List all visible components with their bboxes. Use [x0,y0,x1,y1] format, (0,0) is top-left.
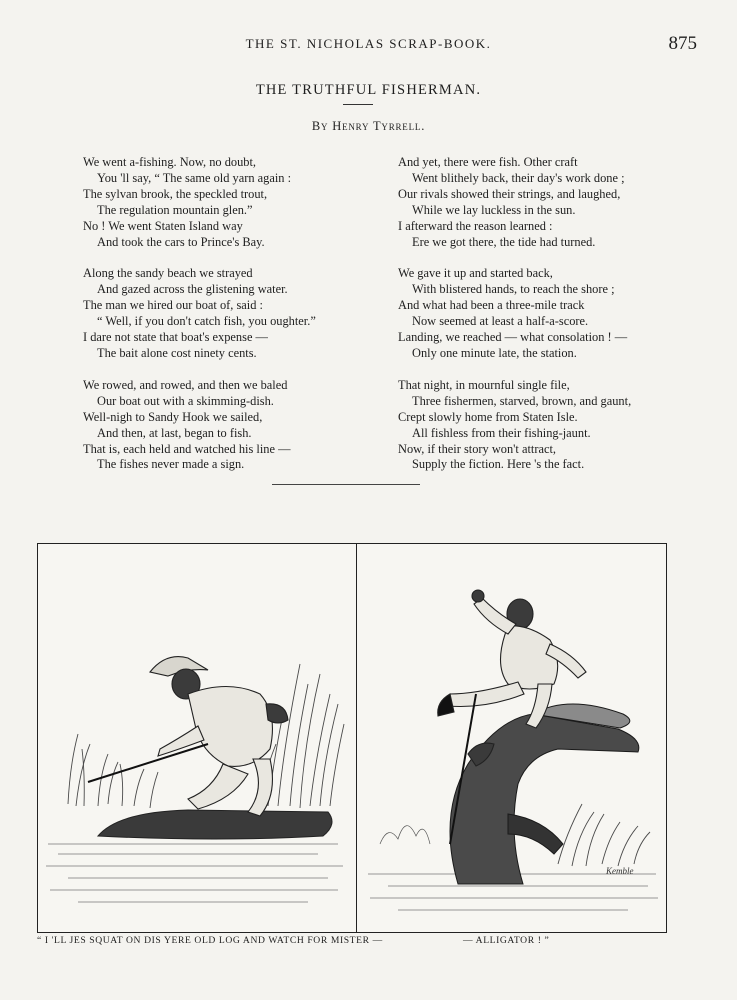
poem-line: Well-nigh to Sandy Hook we sailed, [83,409,263,424]
poem-line: Supply the fiction. Here 's the fact. [412,457,585,472]
poem-line: Our rivals showed their strings, and laughed, [398,186,621,201]
squatting-man [88,657,288,816]
poem-stanza [398,266,718,361]
poem-stanza [398,378,718,473]
poem-line: The sylvan brook, the speckled trout, [83,186,268,201]
poem-line: The fishes never made a sign. [97,457,245,472]
poem-column-left [83,155,403,489]
poem-line: Now seemed at least a half-a-score. [412,314,589,329]
poem-stanza [83,266,403,361]
poem-line: And then, at last, began to fish. [97,425,252,440]
title-rule [343,104,373,105]
poem-stanza [83,155,403,250]
illustration-divider [356,544,357,932]
poem-line: I dare not state that boat's expense — [83,330,268,345]
poem-line: Went blithely back, their day's work done ; [412,170,625,185]
poem-line: All fishless from their fishing-jaunt. [412,425,591,440]
poem-line: And yet, there were fish. Other craft [398,155,578,169]
artist-signature: Kemble [606,866,634,876]
running-head: THE ST. NICHOLAS SCRAP-BOOK. [245,36,492,51]
water-left [46,844,343,902]
poem-line: While we lay luckless in the sun. [412,202,576,217]
poem-line: “ Well, if you don't catch fish, you oughter.” [97,314,316,329]
caption-left: “ I 'LL JES SQUAT ON DIS YERE OLD LOG AND WATCH FOR MISTER — [37,935,383,946]
poem-line: We rowed, and rowed, and then we baled [83,377,288,392]
poem-line: Ere we got there, the tide had turned. [412,234,596,249]
poem-line: That is, each held and watched his line — [83,441,291,456]
poem-line: Now, if their story won't attract, [398,441,556,456]
poem-line: You 'll say, “ The same old yarn again : [97,170,292,185]
poem-line: Only one minute late, the station. [412,345,577,360]
poem-line: The man we hired our boat of, said : [83,298,263,313]
poem-line: I afterward the reason learned : [398,218,553,233]
poem-line: That night, in mournful single file, [398,377,570,392]
poem-title: THE TRUTHFUL FISHERMAN. [255,82,482,98]
poem-line: Our boat out with a skimming-dish. [97,393,274,408]
poem-line: With blistered hands, to reach the shore ; [412,282,615,297]
poem-line: No ! We went Staten Island way [83,218,243,233]
poem-line: Three fishermen, starved, brown, and gaunt, [412,393,632,408]
illustration-panel-left [38,544,356,932]
poem-line: Along the sandy beach we strayed [83,266,253,281]
illustration-panel-right [358,544,666,932]
poem-byline: By Henry Tyrrell. [311,119,426,133]
poem-line: And took the cars to Prince's Bay. [97,234,265,249]
poem-line: And what had been a three-mile track [398,298,585,313]
poem-line: The bait alone cost ninety cents. [97,345,257,360]
splash [380,826,430,844]
log [98,810,332,839]
poem-line: We went a-fishing. Now, no doubt, [83,155,257,169]
poem-line: Crept slowly home from Staten Isle. [398,409,578,424]
poem-line: The regulation mountain glen.” [97,202,253,217]
poem-stanza [83,378,403,473]
poem-line: And gazed across the glistening water. [97,282,288,297]
poem-stanza [398,155,718,250]
poem-line: We gave it up and started back, [398,266,553,281]
caption-right: — ALLIGATOR ! ” [463,935,550,946]
illustration [37,543,667,933]
poem-column-right [398,155,718,489]
poem-line: Landing, we reached — what consolation ! — [398,330,628,345]
reeds-right [558,804,650,866]
end-rule [272,484,420,485]
alligator [450,704,639,884]
page-number: 875 [668,33,697,54]
